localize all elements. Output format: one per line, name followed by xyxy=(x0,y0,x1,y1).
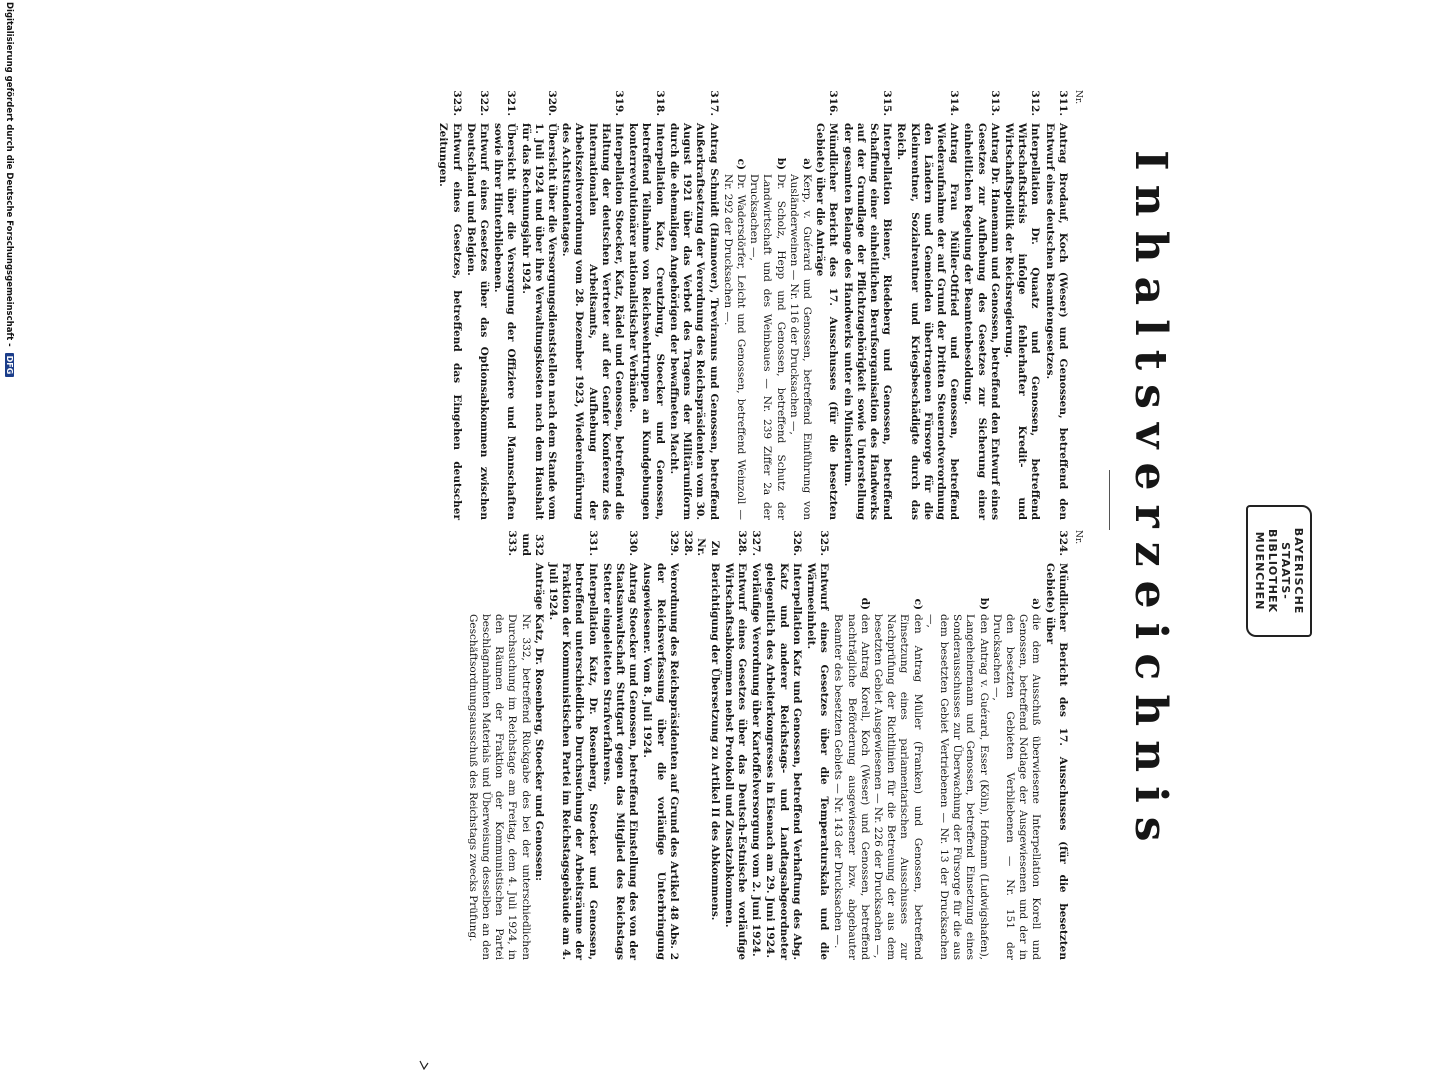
toc-entry xyxy=(721,90,840,520)
entry-body xyxy=(749,563,762,960)
entry-text: Verordnung des Reichspräsidenten auf Grund des Artikel 48 Abs. 2 der Reichsverfassung über die vorläufige Unterbringung Ausgewiesener. Vom 8. Juli 1924. xyxy=(641,563,680,960)
entry-number: 324. xyxy=(1056,530,1069,556)
entry-text: Antrag Frau Müller-Otfried und Genossen, betreffend Wiederaufnahme der auf Grund der Dritten Steuernotverordnung den Ländern und Gemeinden übertragenen Fürsorge für die Kleinrentner, Sozialrentner und Kriegsbeschädigte durch das Reich. xyxy=(895,123,961,520)
sub-entry xyxy=(924,563,990,960)
entry-body xyxy=(721,123,840,520)
entry-text: Mündlicher Bericht des 17. Ausschusses (für die besetzten Gebiete) über xyxy=(1043,563,1069,960)
toc-entry xyxy=(681,530,721,960)
footer-credit xyxy=(4,2,14,377)
sub-entry-text: Dr. Wadersdörfer, Leicht und Genossen, betreffend Weinzoll — Nr. 292 der Drucksachen —. xyxy=(721,174,747,520)
stamp-line: BIBLIOTHEK xyxy=(1266,528,1279,614)
entry-text: Mündlicher Bericht des 17. Ausschusses (für die besetzten Gebiete) über die Anträge xyxy=(814,123,840,520)
entry-text: Berichtigung der Übersetzung zu Artikel II des Abkommens. xyxy=(708,563,721,921)
entry-list xyxy=(436,90,1069,520)
sub-entry-letter: d) xyxy=(858,597,871,610)
entry-number: 332 und 333. xyxy=(506,530,545,556)
entry-number: 311. xyxy=(1056,90,1069,116)
toc-entry xyxy=(640,530,680,960)
entry-number: 312. xyxy=(1029,90,1042,116)
entry-text: Interpellation Katz, Dr. Rosenberg, Stoecker und Genossen, betreffend unterschiedliche Durchsuchung der Arbeitsräume der Fraktion der Kommunistischen Partei im Reichstagsgebäude am 4. Juli 1924. xyxy=(547,563,599,960)
toc-entry xyxy=(436,90,462,520)
entry-number: 317. xyxy=(707,90,720,116)
entry-text: Interpellation Dr. Quaatz und Genossen, betreffend Wirtschaftskrisis infolge fehlerhafter Kredit- und Wirtschaftspolitik der Reichsregierung. xyxy=(1002,123,1042,520)
entry-list xyxy=(466,530,1069,960)
entry-body xyxy=(546,563,599,960)
sub-entry-letter: a) xyxy=(800,158,813,170)
entry-body xyxy=(491,123,517,520)
sub-entry xyxy=(871,563,924,960)
entry-body xyxy=(600,563,640,960)
toc-entry xyxy=(546,530,599,960)
entry-text: Übersicht über die Versorgung der Offiziere und Mannschaften sowie ihrer Hinterbliebenen. xyxy=(492,123,518,520)
entry-text: Entwurf eines Gesetzes über das Deutsch-Estnische vorläufige Wirtschaftsabkommen nebst Protokoll und Zusatzabkommen. xyxy=(722,563,748,960)
toc-entry xyxy=(840,90,893,520)
toc-entry xyxy=(626,90,666,520)
entry-number: 331. xyxy=(586,530,599,556)
stamp-line: MUENCHEN xyxy=(1253,531,1266,611)
column-header: Nr. xyxy=(1073,530,1083,545)
entry-body xyxy=(894,123,960,520)
sub-entry xyxy=(466,563,532,960)
sub-entry xyxy=(990,563,1043,960)
entry-text: Entwurf eines Gesetzes über die Temperaturskala und die Wärmeeinheit. xyxy=(804,563,831,960)
entry-body xyxy=(804,563,830,960)
toc-entry xyxy=(1042,90,1068,520)
page-title: Inhaltsverzeichnis xyxy=(1125,150,1176,856)
entry-body xyxy=(464,123,490,520)
toc-entry xyxy=(559,90,625,520)
entry-number: 330. xyxy=(627,530,640,556)
entry-text: Antrag Stoecker und Genossen, betreffend Einstellung des von der Staatsanwaltschaft Stuttgart gegen das Mitglied des Reichstags Stetter eingeleiteten Strafverfahrens. xyxy=(600,563,640,960)
entry-body xyxy=(559,123,625,520)
entry-text: Vorläufige Verordnung über Kartoffelversorgung vom 2. Juni 1924. xyxy=(750,563,763,957)
entry-body xyxy=(763,563,803,960)
toc-entry xyxy=(491,90,517,520)
entry-body xyxy=(667,123,720,520)
entry-number: 314. xyxy=(948,90,961,116)
toc-entry xyxy=(749,530,762,960)
sub-entry-text: Nr. 332, betreffend Rückgabe des bei der unterschiedlichen Durchsuchung im Reichstage am Freitag, dem 4. Juli 1924, in den Räumen der Fraktion der Kommunistischen Partei beschlagnahmten Materials und Überweisung desselben an den Geschäftsordnungsausschuß des Reichstags zwecks Prüfung. xyxy=(466,614,532,960)
footer-text: Digitalisierung gefördert durch die Deutsche Forschungsgemeinschaft - xyxy=(4,2,14,347)
entry-number: 320. xyxy=(546,90,559,116)
entry-body xyxy=(961,123,1001,520)
entry-number: 318. xyxy=(653,90,666,116)
toc-entry xyxy=(464,90,490,520)
entry-body xyxy=(840,123,893,520)
scan-mark xyxy=(424,1060,434,1070)
sub-entry-text: Kerp, v. Guérard und Genossen, betreffend Einführung von Ausländerweinen — Nr. 116 der Drucksachen —, xyxy=(787,174,813,520)
toc-entry xyxy=(1002,90,1042,520)
sub-entry-letter: c) xyxy=(911,598,924,610)
entry-text: Entwurf eines Gesetzes über das Optionsabkommen zwischen Deutschland und Belgien. xyxy=(464,123,491,520)
entry-body xyxy=(626,123,666,520)
sub-entry-letter: a) xyxy=(1030,598,1043,610)
entry-number: 323. xyxy=(450,90,463,116)
entry-body xyxy=(831,563,1069,960)
entry-number: 327. xyxy=(750,530,763,556)
entry-number: 316. xyxy=(827,90,840,116)
library-stamp xyxy=(1246,505,1312,637)
entry-body xyxy=(466,563,545,960)
toc-entry xyxy=(722,530,748,960)
entry-number: 325. xyxy=(818,530,831,556)
entry-number: Zu Nr. 328. xyxy=(682,530,721,556)
sub-entry-letter xyxy=(466,596,532,610)
sub-entry xyxy=(787,123,813,520)
entry-text: Interpellation Biener, Riedeberg und Genossen, betreffend Schaffung einer einheitlichen Berufsorganisation des Handwerks auf der Grundlage der Pflichtzugehörigkeit sowie Unterstellung der gesamten Belange des Handwerks unter ein Ministerium. xyxy=(841,123,894,520)
sub-entry xyxy=(721,123,747,520)
toc-entry xyxy=(763,530,803,960)
entry-body xyxy=(1042,123,1068,520)
toc-entry xyxy=(804,530,830,960)
sub-entry-letter: c) xyxy=(734,158,747,170)
entry-text: Antrag Dr. Hanemann und Genossen, betreffend den Entwurf eines Gesetzes zur Aufhebung des Gesetzes zur Sicherung einer einheitlichen Regelung der Beamtenbesoldung. xyxy=(962,123,1001,520)
entry-body xyxy=(1002,123,1042,520)
entry-text: Interpellation Stoecker, Katz, Rädel und Genossen, betreffend die Haltung der deutschen Vertreter auf der Genfer Konferenz des Internationalen Arbeitsamts, Aufhebung der Arbeitszeitverordnung vom 28. Dezember 1923, Wiedereinführung des Achtstundentages. xyxy=(560,123,626,520)
entry-number: 326. xyxy=(790,530,803,556)
entry-text: Anträge Katz, Dr. Rosenberg, Stoecker und Genossen: xyxy=(532,563,545,882)
dfg-logo: DFG xyxy=(5,353,14,378)
toc-entry xyxy=(518,90,558,520)
sub-entry-text: die dem Ausschuß überwiesene Interpellation Korell und Genossen, betreffend Notlage der Ausgewiesenen und der in den besetzten Gebieten Verbliebenen — Nr. 151 der Drucksachen —, xyxy=(990,614,1043,960)
sub-entry-text: Dr. Scholz, Hepp und Genossen, betreffend Schutz der Landwirtschaft und des Weinbaues — Nr. 239 Ziffer 2a der Drucksachen —, xyxy=(748,174,787,520)
entry-text: Antrag Brodauf, Koch (Weser) und Genossen, betreffend den Entwurf eines deutschen Beamtengesetzes. xyxy=(1043,123,1069,520)
toc-entry xyxy=(831,530,1069,960)
entry-text: Übersicht über die Versorgungsdienststellen nach dem Stande vom 1. Juli 1924 und über ihre Verwaltungskosten nach dem Haushalt für das Rechnungsjahr 1924. xyxy=(519,123,559,520)
column-header: Nr. xyxy=(1073,90,1083,105)
left-column xyxy=(435,90,1084,520)
right-column xyxy=(465,530,1084,960)
entry-text: Interpellation Katz und Genossen, betreffend Verhaftung des Abg. Katz und anderer Reichstags- und Landtagsabgeordneter gelegentlich des Arbeiterkongresses in Eisenach am 29. Juni 1924. xyxy=(764,563,803,960)
sub-entry-text: den Antrag Korell, Koch (Weser) und Genossen, betreffend nachträgliche Beförderung ausgewiesener bzw. abgebauter Beamter des besetzten Gebiets — Nr. 143 der Drucksachen —. xyxy=(832,614,871,960)
entry-number: 319. xyxy=(613,90,626,116)
entry-body xyxy=(436,123,462,520)
entry-number: 329. xyxy=(667,530,680,556)
entry-number: 328. xyxy=(735,530,748,556)
entry-number: 313. xyxy=(988,90,1001,116)
entry-body xyxy=(681,563,721,960)
entry-body xyxy=(518,123,558,520)
toc-entry xyxy=(667,90,720,520)
sub-entry-text: den Antrag Müller (Franken) und Genossen, betreffend Einsetzung eines parlamentarischen Ausschusses zur Nachprüfung der Richtlinien für die Betreuung der aus dem besetzten Gebiet Ausgewiesenen — Nr. 226 der Drucksachen —, xyxy=(871,614,924,960)
title-divider xyxy=(1109,470,1110,530)
entry-body xyxy=(640,563,680,960)
entry-text: Entwurf eines Gesetzes, betreffend das Eingehen deutscher Zeitungen. xyxy=(437,123,463,520)
toc-entry xyxy=(466,530,545,960)
entry-body xyxy=(722,563,748,960)
entry-number: 315. xyxy=(881,90,894,116)
sub-entry-letter: b) xyxy=(774,157,787,170)
entry-text: Interpellation Katz, Creutzburg, Stoecker und Genossen, betreffend Teilnahme von Reichswehrtruppen an Kundgebungen konterrevolutionärer nationalistischer Verbände. xyxy=(627,123,666,520)
toc-entry xyxy=(600,530,640,960)
stamp-line: BAYERISCHE xyxy=(1292,527,1305,615)
toc-entry xyxy=(894,90,960,520)
stamp-line: STAATS- xyxy=(1279,542,1292,600)
sub-entry xyxy=(747,123,787,520)
entry-number: 321. xyxy=(505,90,518,116)
sub-entry xyxy=(831,563,871,960)
entry-number: 322. xyxy=(478,90,491,116)
toc-entry xyxy=(961,90,1001,520)
entry-text: Antrag Schmidt (Hannover), Treviranus und Genossen, betreffend Außerkraftsetzung der Verordnung des Reichspräsidenten vom 30. August 1921 über das Verbot des Tragens der Militäruniform durch die ehemaligen Angehörigen der bewaffneten Macht. xyxy=(667,123,720,520)
sub-entry-text: den Antrag v. Guérard, Esser (Köln), Hofmann (Ludwigshafen), Langeheinemann und Genossen, betreffend Einsetzung eines Sonderausschusses zur Überwachung der Fürsorge für die aus dem besetzten Gebiet Vertriebenen — Nr. 13 der Drucksachen —, xyxy=(924,614,990,960)
sub-entry-letter: b) xyxy=(977,597,990,610)
